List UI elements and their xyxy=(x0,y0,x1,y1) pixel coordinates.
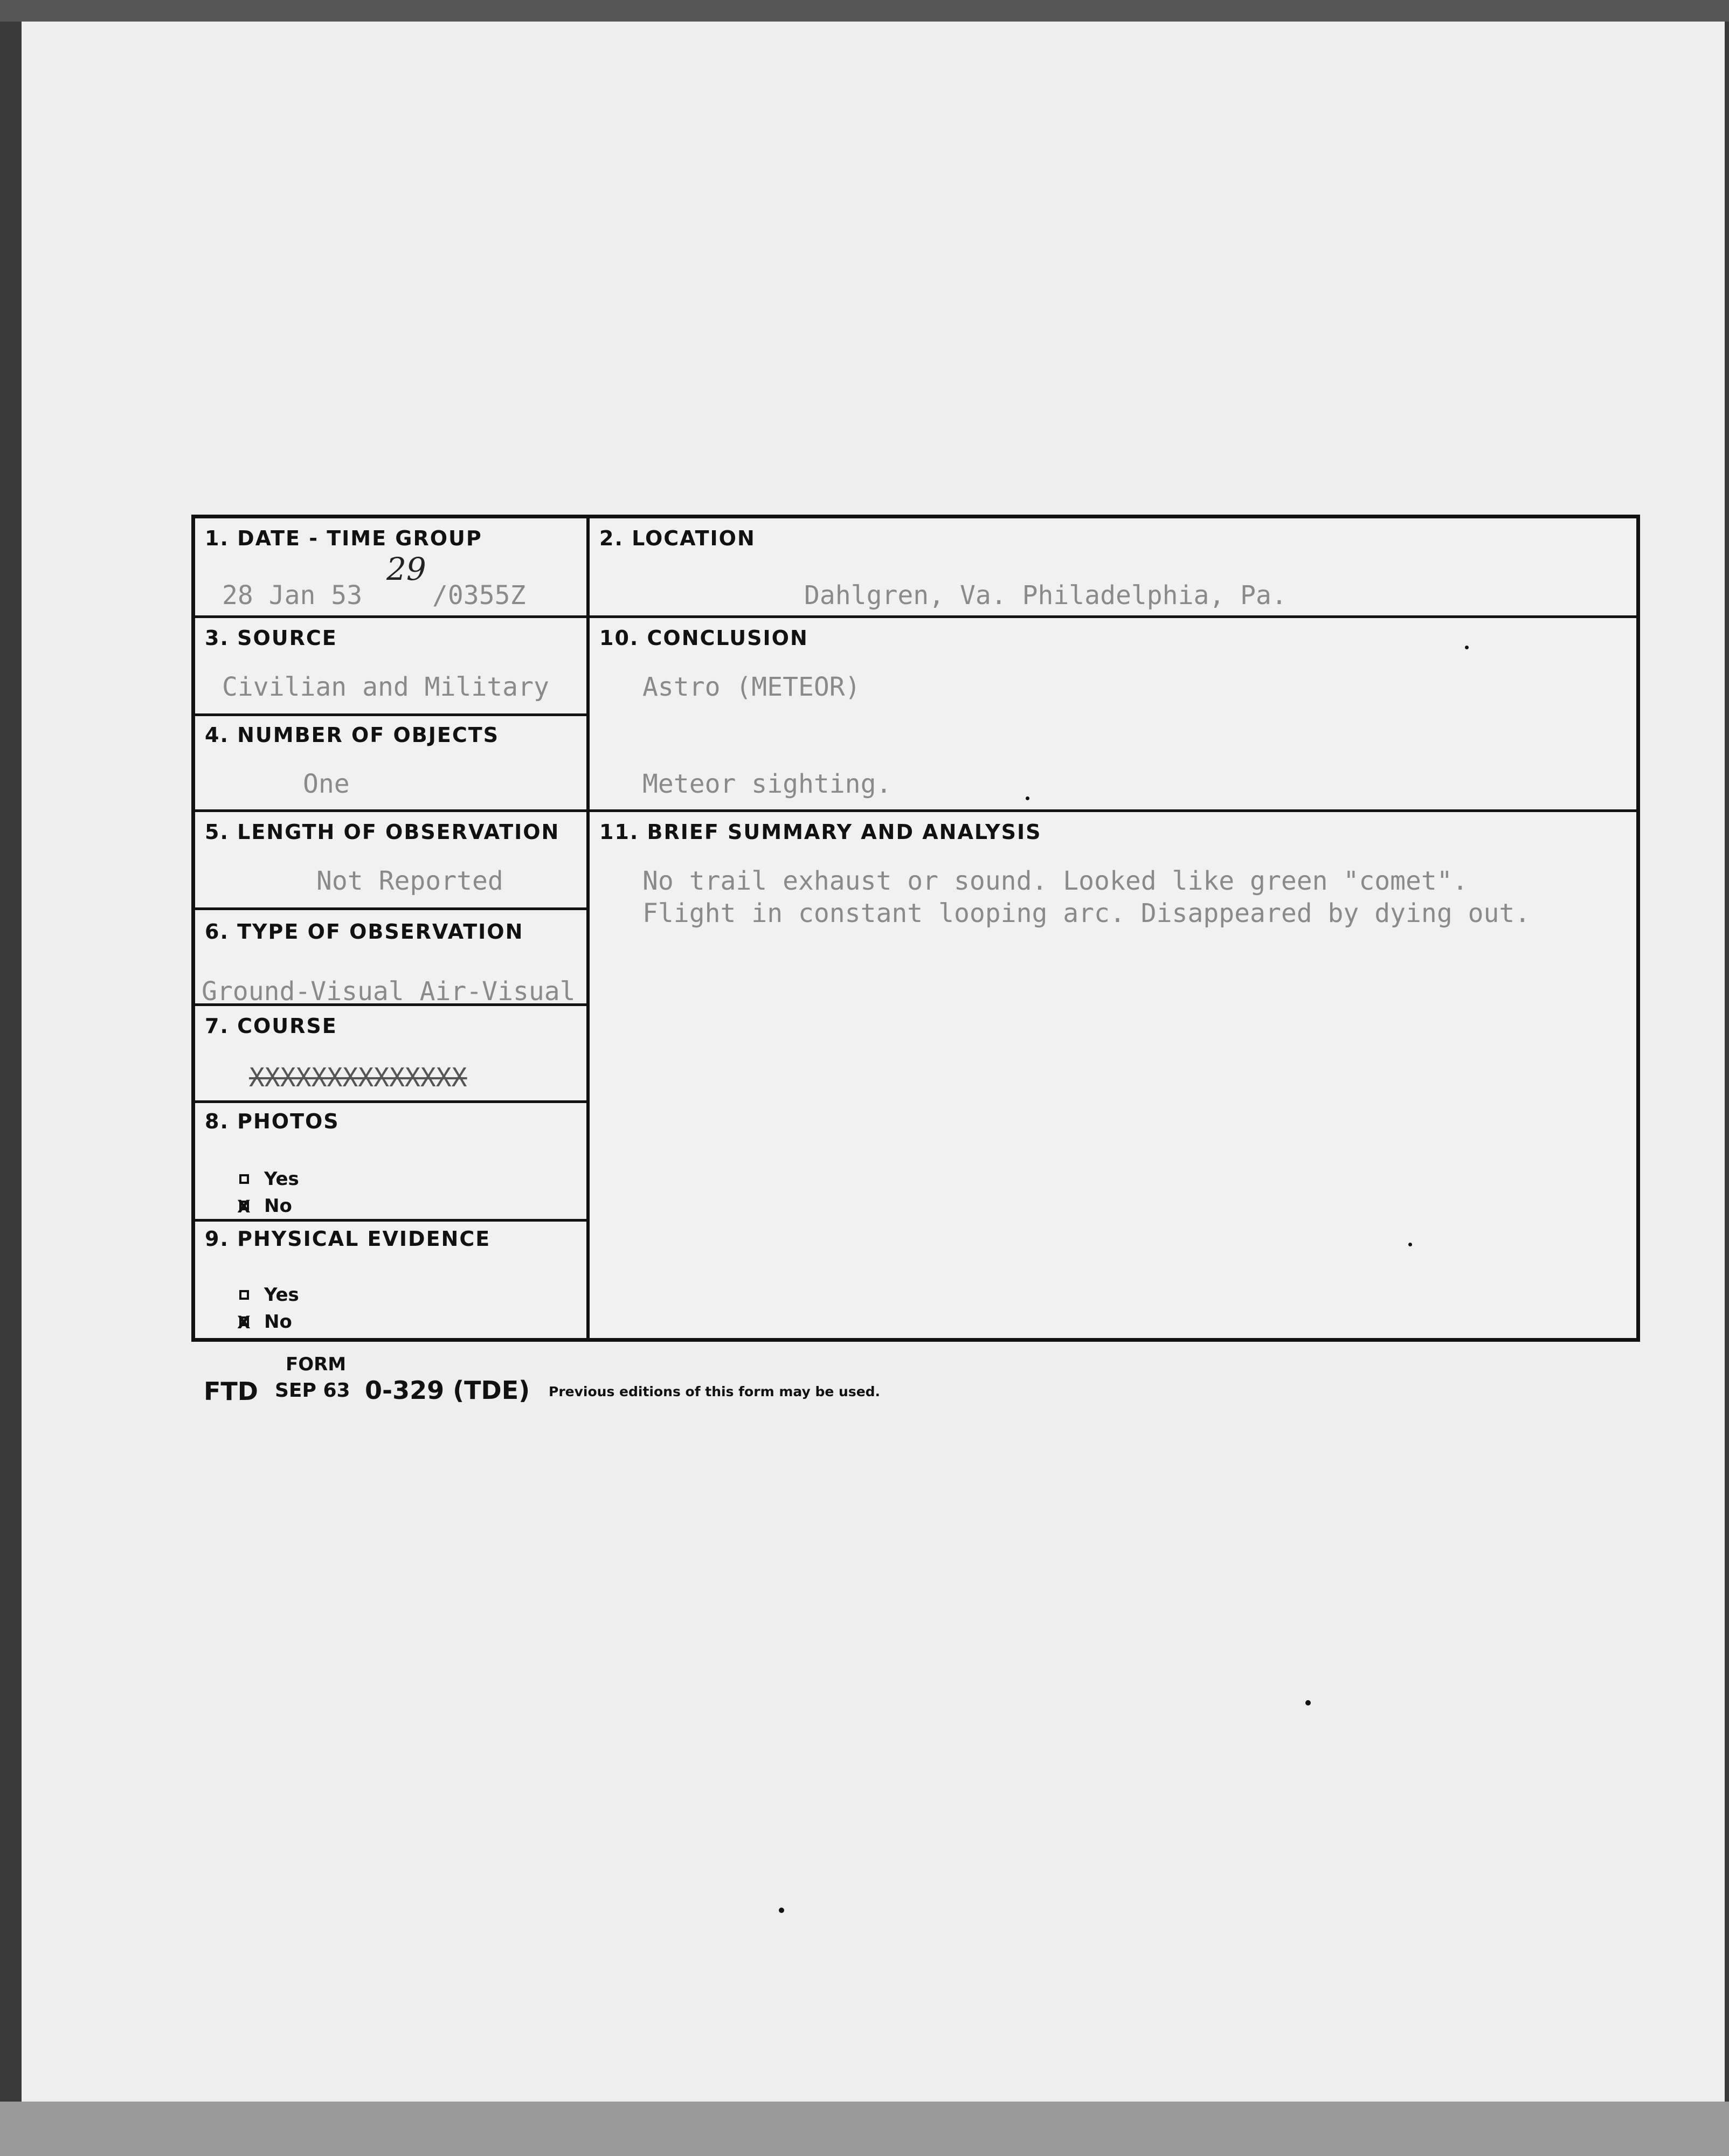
handwritten-date-correction: 29 xyxy=(386,551,426,587)
conclusion-note: Meteor sighting. xyxy=(642,769,892,799)
course-label: 7. COURSE xyxy=(205,1014,337,1038)
footer-form-number: 0-329 (TDE) xyxy=(365,1376,530,1405)
conclusion-label: 10. CONCLUSION xyxy=(599,626,808,650)
summary-line-1: No trail exhaust or sound. Looked like green "comet". xyxy=(642,866,1468,896)
row-divider xyxy=(195,1219,586,1222)
row-divider xyxy=(195,1100,586,1103)
number-of-objects-value: One xyxy=(303,769,350,799)
conclusion-value: Astro (METEOR) xyxy=(642,672,861,702)
date-time-label: 1. DATE - TIME GROUP xyxy=(205,526,482,550)
evidence-no-check-mark: X xyxy=(237,1312,251,1333)
scan-speck xyxy=(779,1908,784,1913)
photos-no-check-mark: X xyxy=(237,1196,251,1217)
row-divider xyxy=(195,713,586,716)
evidence-no-label: No xyxy=(264,1311,292,1333)
column-divider xyxy=(586,518,590,1338)
location-label: 2. LOCATION xyxy=(599,526,756,550)
photos-yes-checkbox[interactable] xyxy=(239,1174,249,1184)
photos-label: 8. PHOTOS xyxy=(205,1110,340,1133)
scan-top-border xyxy=(0,0,1729,22)
photos-yes-label: Yes xyxy=(264,1168,299,1190)
footer-form-date: SEP 63 xyxy=(275,1379,350,1402)
scan-speck xyxy=(1305,1700,1311,1706)
scan-speck xyxy=(1408,1243,1412,1246)
source-value: Civilian and Military xyxy=(222,672,549,702)
evidence-yes-label: Yes xyxy=(264,1284,299,1306)
evidence-yes-checkbox[interactable] xyxy=(239,1290,249,1300)
row-divider xyxy=(195,809,1636,812)
type-of-observation-label: 6. TYPE OF OBSERVATION xyxy=(205,920,524,944)
project-card-form xyxy=(191,515,1640,1342)
scan-speck xyxy=(1026,796,1029,800)
brief-summary-label: 11. BRIEF SUMMARY AND ANALYSIS xyxy=(599,820,1042,844)
footer-note: Previous editions of this form may be used. xyxy=(549,1384,881,1399)
length-of-observation-value: Not Reported xyxy=(316,866,503,896)
row-divider xyxy=(195,615,1636,618)
footer-ftd: FTD xyxy=(204,1377,258,1406)
type-of-observation-value: Ground-Visual Air-Visual xyxy=(202,976,576,1007)
row-divider xyxy=(195,907,586,910)
length-of-observation-label: 5. LENGTH OF OBSERVATION xyxy=(205,820,560,844)
physical-evidence-label: 9. PHYSICAL EVIDENCE xyxy=(205,1227,491,1251)
time-value: /0355Z xyxy=(432,580,526,611)
scan-bottom-border xyxy=(0,2102,1729,2156)
photos-no-label: No xyxy=(264,1195,292,1217)
scan-speck xyxy=(1465,646,1469,649)
footer-form-word: FORM xyxy=(286,1354,347,1375)
source-label: 3. SOURCE xyxy=(205,626,337,650)
course-value: XXXXXXXXXXXXXX xyxy=(249,1063,467,1093)
date-value: 28 Jan 53 xyxy=(222,580,363,611)
number-of-objects-label: 4. NUMBER OF OBJECTS xyxy=(205,723,500,747)
summary-line-2: Flight in constant looping arc. Disappeared by dying out. xyxy=(642,898,1531,928)
location-value: Dahlgren, Va. Philadelphia, Pa. xyxy=(804,580,1287,611)
